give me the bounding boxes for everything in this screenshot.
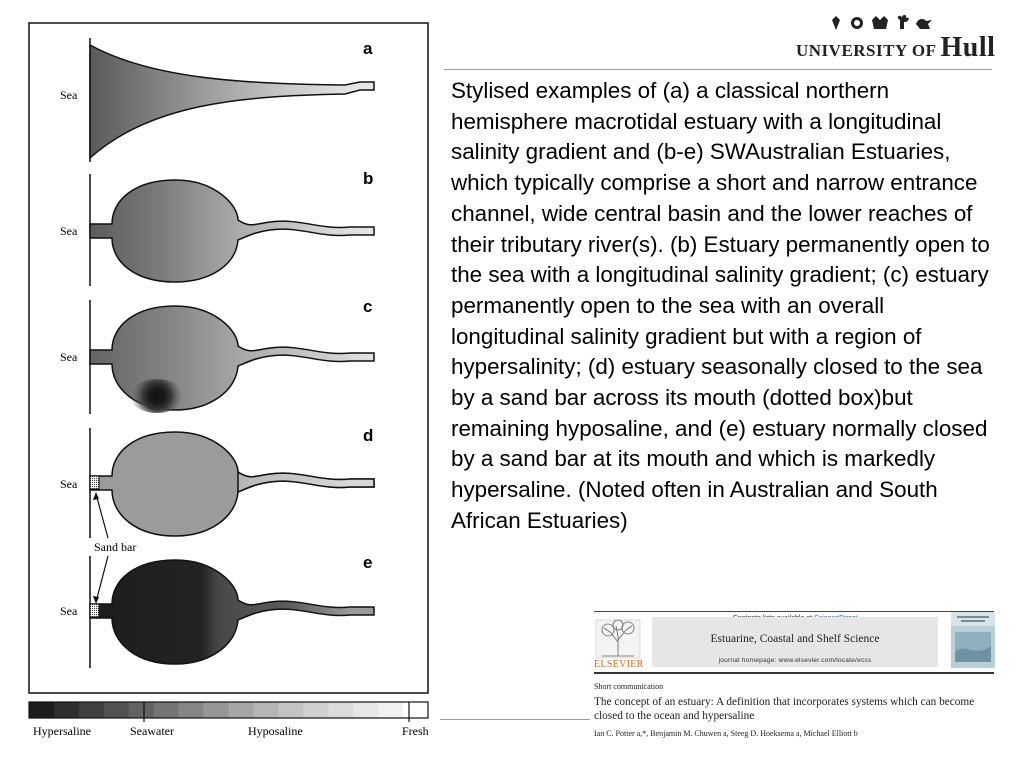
journal-homepage[interactable]: journal homepage: www.elsevier.com/locate/ecss [718,657,872,664]
article-title: The concept of an estuary: A definition that incorporates systems which can become closed to the ocean and hypersaline [594,696,975,722]
header-divider [444,69,992,70]
hypersaline-region [130,379,184,413]
panel-c [60,297,374,414]
scale-segment [29,702,54,718]
panel-a-letter: a [363,39,373,58]
scale-segment [378,702,403,718]
elsevier-wordmark: ELSEVIER [594,659,644,670]
article-type: Short communication [594,682,664,691]
scale-label-hypersaline: Hypersaline [33,724,91,738]
estuary-figure [0,0,440,768]
scale-label-fresh: Fresh [402,724,429,738]
article-authors: Ian C. Potter a,*, Benjamin M. Chuwen a, Steeg D. Hoeksema a, Michael Elliott b [594,729,858,738]
scale-segment [204,702,229,718]
scale-segment [104,702,129,718]
footer-divider [440,719,590,720]
scale-segment [328,702,353,718]
journal-cover-icon [951,612,995,668]
sand-bar-d [90,476,99,489]
sand-bar-e [90,604,99,617]
journal-banner [652,617,938,667]
sand-bar-label: Sand bar [94,540,137,554]
paper-top-rule [594,611,994,612]
panel-d-sea-label: Sea [60,477,78,491]
scale-segment [303,702,328,718]
scale-segment [403,702,428,718]
scale-label-hyposaline: Hyposaline [248,724,303,738]
scale-segment [253,702,278,718]
logo-hull: Hull [940,32,996,63]
logo-university-of: UNIVERSITY OF [796,41,937,60]
panel-d [60,426,374,538]
panel-b [60,169,374,286]
scale-segment [179,702,204,718]
panel-d-letter: d [363,426,374,445]
panel-e [60,553,374,668]
panel-c-letter: c [363,297,373,316]
paper-header [594,608,998,768]
crest-icons [830,14,950,32]
scale-segment [54,702,79,718]
panel-b-letter: b [363,169,374,188]
university-logo [796,14,1000,63]
scale-segment [129,702,154,718]
salinity-scale-bar [29,702,428,718]
panel-e-letter: e [363,553,373,572]
scale-segment [229,702,254,718]
panel-c-sea-label: Sea [60,350,78,364]
scale-segment [353,702,378,718]
scale-label-seawater: Seawater [130,724,174,738]
journal-title: Estuarine, Coastal and Shelf Science [710,633,880,645]
scale-segment [79,702,104,718]
panel-e-sea-label: Sea [60,604,78,618]
figure-caption: Stylised examples of (a) a classical northern hemisphere macrotidal estuary with a longitudinal salinity gradient and (b-e) SWAustralian Estuaries, which typically comprise a short and narrow entrance channel, wide central basin and the lower reaches of their tributary river(s). (b) Estuary permanently open to the sea with a longitudinal salinity gradient; (c) estuary permanently open to the sea with an overall longitudinal salinity gradient but with a region of hypersalinity; (d) estuary seasonally closed to the sea by a sand bar across its mouth (dotted box)but remaining hyposaline, and (e) estuary normally closed by a sand bar at its mouth and which is markedly hypersaline. (Noted often in Australian and South African Estuaries) [451,78,990,533]
scale-segment [154,702,179,718]
paper-mid-rule [594,672,994,674]
panel-a [60,38,374,162]
panel-a-sea-label: Sea [60,88,78,102]
panel-b-sea-label: Sea [60,224,78,238]
scale-segment [278,702,303,718]
